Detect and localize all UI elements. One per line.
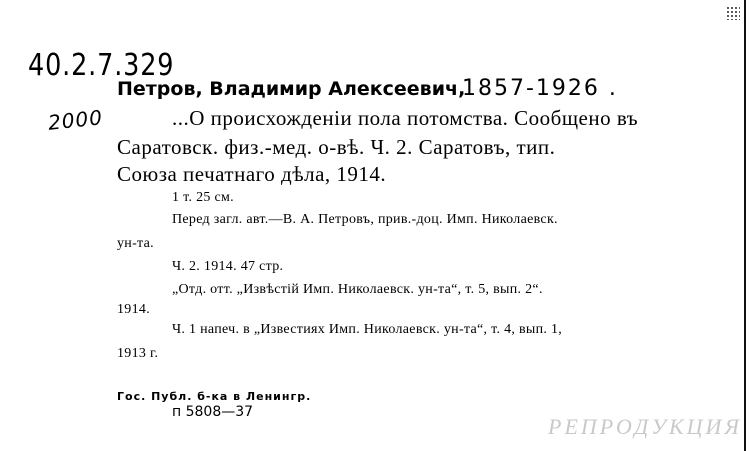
collation: 1 т. 25 см. bbox=[172, 190, 234, 205]
library-stamp: Гос. Публ. б-ка в Ленингр. bbox=[117, 390, 312, 403]
note-part2: Ч. 2. 1914. 47 стр. bbox=[172, 259, 284, 274]
life-dates: 1857-1926 . bbox=[462, 76, 618, 101]
note-offprint: „Отд. отт. „Извѣстій Имп. Николаевск. ун-та“, т. 5, вып. 2“. bbox=[172, 282, 543, 297]
corner-dots bbox=[726, 6, 740, 20]
note-author-cont: ун-та. bbox=[117, 236, 154, 251]
card-edge bbox=[744, 0, 746, 451]
title-line-2: Саратовск. физ.-мед. о-вѣ. Ч. 2. Саратовъ, тип. bbox=[117, 135, 556, 159]
note-part1: Ч. 1 напеч. в „Известиях Имп. Николаевск. ун-та“, т. 4, вып. 1, bbox=[172, 322, 563, 337]
author-heading: Петров, Владимир Алексеевич, bbox=[117, 78, 466, 100]
call-number: 40.2.7.329 bbox=[28, 48, 175, 83]
note-author: Перед загл. авт.—В. А. Петровъ, прив.-доц. Имп. Николаевск. bbox=[172, 212, 558, 227]
stamp-number: п 5808—37 bbox=[172, 404, 254, 420]
handwritten-note: 2000 bbox=[46, 105, 105, 135]
title-line-1: ...О происхожденіи пола потомства. Сообщено въ bbox=[172, 106, 639, 130]
faint-mark: РЕПРОДУКЦИЯ bbox=[548, 414, 742, 439]
note-offprint-year: 1914. bbox=[117, 302, 150, 317]
title-line-3: Союза печатнаго дѣла, 1914. bbox=[117, 162, 387, 186]
note-part1-year: 1913 г. bbox=[117, 346, 159, 361]
